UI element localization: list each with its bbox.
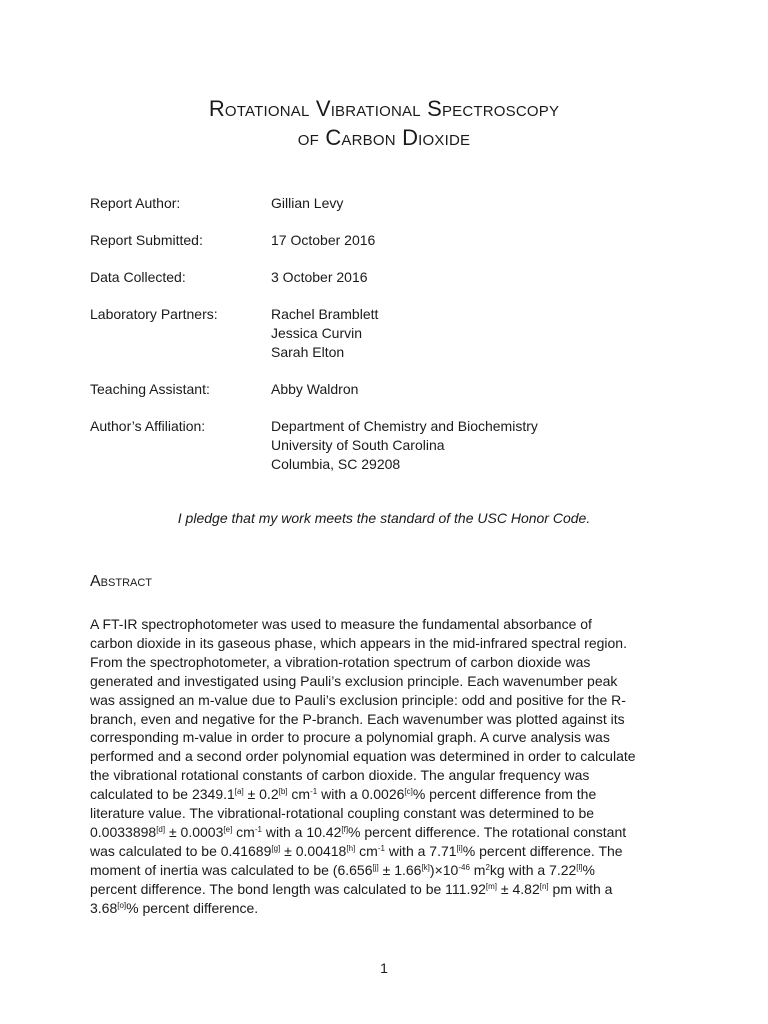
- page-number: 1: [380, 960, 388, 976]
- abstract-line: From the spectrophotometer, a vibration-rotation spectrum of carbon dioxide was: [90, 653, 591, 670]
- abstract-line: 0.0033898[d] ± 0.0003[e] $cm^{-1}$ with a 10.42[f]% percent difference. The rotational constant: [90, 823, 627, 840]
- abstract-line: moment of inertia was calculated to be $(6.656[j] \pm 1.66[k])\times 10^{-46}$ $m^2kg$ with a 7.22[l]%: [90, 861, 595, 878]
- meta-label: Author’s Affiliation:: [90, 418, 206, 434]
- meta-label: Report Submitted:: [90, 232, 203, 248]
- abstract-body: [90, 615, 682, 918]
- abstract-line: generated and investigated using Pauli’s exclusion principle. Each wavenumber peak: [90, 672, 618, 689]
- meta-label: Laboratory Partners:: [90, 306, 218, 322]
- meta-label: Teaching Assistant:: [90, 381, 210, 397]
- abstract-heading: Abstract: [90, 573, 153, 590]
- meta-value: Rachel Bramblett Jessica Curvin Sarah Elton: [271, 306, 379, 360]
- meta-label: Data Collected:: [90, 269, 186, 285]
- abstract-line: carbon dioxide in its gaseous phase, which appears in the mid-infrared spectral region.: [90, 634, 627, 651]
- report-title-line2: of Carbon Dioxide: [297, 125, 471, 150]
- abstract-line: literature value. The vibrational-rotational coupling constant was determined to be: [90, 805, 595, 822]
- report-title-line1: Rotational Vibrational Spectroscopy: [208, 96, 560, 121]
- abstract-line: branch, even and negative for the P-branch. Each wavenumber was plotted against its: [90, 710, 625, 727]
- meta-label: Report Author:: [90, 195, 181, 211]
- abstract-line: the vibrational rotational constants of carbon dioxide. The angular frequency was: [90, 767, 590, 784]
- abstract-line: corresponding m-value in order to procure a polynomial graph. A curve analysis was: [90, 729, 610, 746]
- honor-pledge: I pledge that my work meets the standard of the USC Honor Code.: [177, 510, 591, 526]
- abstract-line: A FT-IR spectrophotometer was used to measure the fundamental absorbance of: [90, 616, 592, 632]
- abstract-line: 3.68[o]% percent difference.: [90, 899, 259, 916]
- meta-value: Department of Chemistry and Biochemistry University of South Carolina Columbia, SC 29208: [271, 418, 538, 472]
- meta-value: Gillian Levy: [271, 195, 344, 211]
- abstract-line: was assigned an m-value due to Pauli’s exclusion principle: odd and positive for the R-: [90, 691, 626, 708]
- abstract-line: percent difference. The bond length was calculated to be 111.92[m] ± 4.82[n] pm with a: [90, 880, 613, 897]
- meta-value: 17 October 2016: [271, 232, 376, 248]
- abstract-line: performed and a second order polynomial equation was determined in order to calculate: [90, 748, 636, 765]
- abstract-line: was calculated to be 0.41689[g] ± 0.00418[h] $cm^{-1}$ with a 7.71[i]% percent difference. The: [90, 842, 623, 859]
- meta-value: Abby Waldron: [271, 381, 359, 397]
- abstract-line: calculated to be 2349.1[a] ± 0.2[b] $cm^{-1}$ with a 0.0026[c]% percent difference from the: [90, 786, 597, 803]
- meta-value: 3 October 2016: [271, 269, 368, 285]
